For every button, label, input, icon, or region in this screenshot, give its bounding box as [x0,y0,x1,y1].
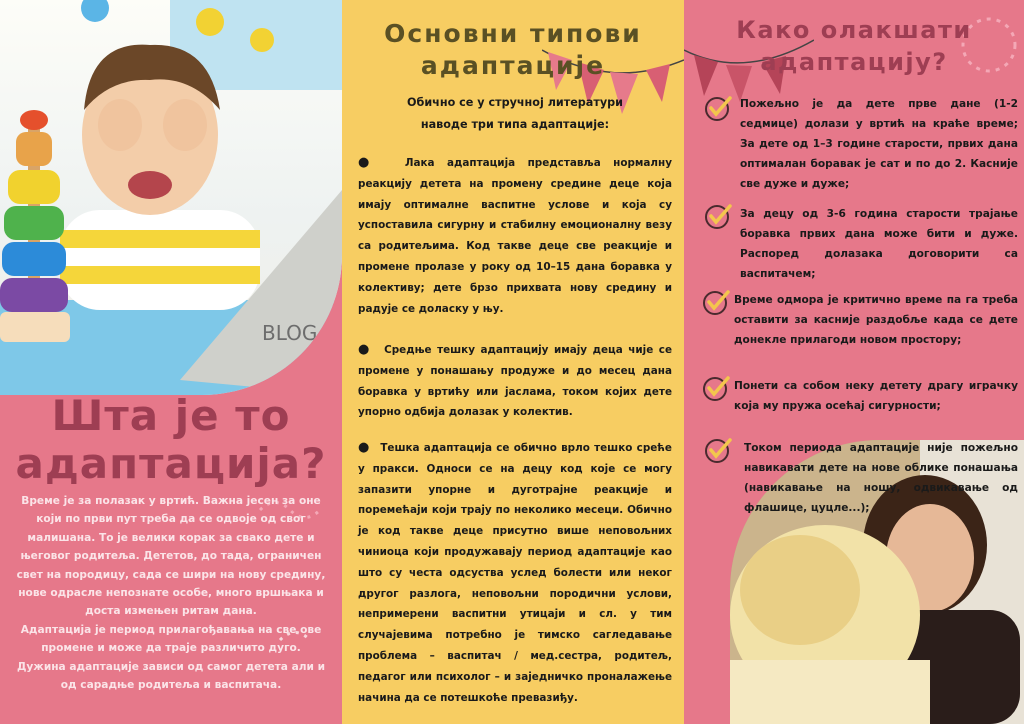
type-item-medium [358,340,672,423]
check-item-text: За децу од 3-6 година старости трајање боравка првих дана може бити и дуже. Распоред долазака договорити са васпитачем; [740,208,1018,280]
title-easing [694,14,1014,78]
check-item-text: Понети са собом неку детету драгу играчку која му пружа осећај сигурности; [734,380,1018,412]
item-text: Средње тешку адаптацију имају деца чије се промене у понашању продуже и до месец дана боравка у вртићу или јаслама, током којих дете упорно одбија долазак у колектив. [358,344,672,419]
check-circle-icon [704,436,732,464]
title-line-1: Основни типови [384,19,642,48]
check-circle-icon [702,288,730,316]
bullet-icon: ● [358,342,385,357]
crying-child-photo [0,0,342,395]
panel-adaptation-types [342,0,684,724]
panel-easing-adaptation [684,0,1024,724]
paragraph-3: Дужина адаптације зависи од самог детета али и од сарадње родитеља и васпитача. [16,660,326,692]
type-item-hard [358,438,672,708]
title-line-2: адаптацију? [760,48,948,76]
title-line-1: Шта је то [51,391,291,440]
type-item-easy [358,153,672,319]
title-line-1: Како олакшати [736,16,972,44]
crying-child-illustration [0,0,342,395]
check-circle-icon [702,374,730,402]
check-circle-icon [704,202,732,230]
title-line-2: адаптације [420,51,606,80]
title-basic-types [342,18,684,82]
bullet-icon: ● [358,155,405,170]
item-text: Тешка адаптација се обично врло тешко среће у пракси. Односи се на децу код које се могу запазити упорне и дуготрајне реакције и поремећаји који трају по неколико месеци. Обично је код такве деце присутно више неповољних чиниоца који продужавају период адаптације као што су честа одсуства услед болести или неког другог разлога, неповољни породични услови, непримерени васпитни утицаји и сл. у тим случајевима потребно је тимско сагледавање проблема – васпитач / мед.сестра, родитељ, педагог или психолог – и заједничко проналажење начина да се потешкоће превазиђу. [358,442,672,704]
types-intro: Обично се у стручној литератури наводе три типа адаптације: [407,96,623,131]
intro-paragraphs [8,492,334,694]
check-circle-icon [704,94,732,122]
title-line-2: адаптација? [15,439,327,488]
check-item-text: Током периода адаптације није пожељно навикавати дете на нове облике понашања (навикавање на ношу, одвикавање од флашице, цуцле...); [744,442,1018,514]
paragraph-2: Адаптација је период прилагођавања на све ове промене и може да траје различито дуго. [20,623,322,655]
item-text: Лака адаптација представља нормалну реакцију детета на промену средине деце која имају оптималне васпитне услове и која су успоставила сигурну и стабилну емоционалну везу са родитељима. Код такве деце све реакције и промене пролазе у року од 10–15 дана боравка у колективу; дете брзо прихвата нову средину и радује се доласку у њу. [358,157,672,315]
bullet-icon: ● [358,440,381,455]
check-item-text: Време одмора је критично време па га треба оставити за касније раздобље када се дете донекле прилагоди новом простору; [734,294,1018,346]
panel-what-is-adaptation [0,0,342,724]
blog-watermark: BLOG [262,321,318,345]
paragraph-1: Време је за полазак у вртић. Важна јесен за оне који по први пут треба да се одвоје од свог малишана. То је велики корак за свако дете и његовог родитеља. Дететов, до тада, ограничен свет на породицу, сада се шири на нову средину, нове одрасле непознате особе, много вршњака и доста измењен ритам дана. [16,495,326,618]
check-item-text: Пожељно је да дете прве дане (1-2 седмице) долази у вртић на краће време; За дете од 1–3 године старости, првих дана оптималан боравак је сат и по до 2. Касније све дуже и дуже; [740,98,1018,190]
title-what-is-adaptation [0,392,342,488]
